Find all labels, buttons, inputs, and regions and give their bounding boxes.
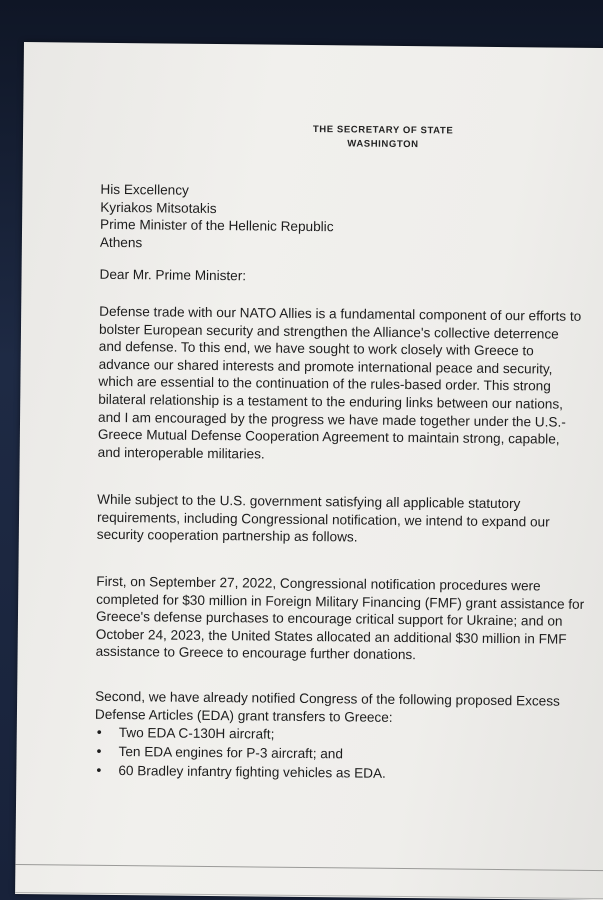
letterhead-title: THE SECRETARY OF STATE: [312, 124, 454, 137]
salutation: Dear Mr. Prime Minister:: [99, 266, 247, 284]
bullet-icon: •: [96, 742, 102, 759]
address-line: Athens: [99, 234, 143, 251]
paragraph-fmf: First, on September 27, 2022, Congressional notification procedures were completed for $30 million in Foreign Military Financing (FMF) grant assistance for Greece's defense purchases to encourage critical support for Ukraine; and on October 24, 2023, the United States allocated an additional $30 million in FMF assistance to Greece to encourage further donations.: [95, 573, 585, 663]
address-line: His Excellency: [100, 181, 189, 198]
paragraph-defense-trade: Defense trade with our NATO Allies is a fundamental component of our efforts to bolster European security and strengthen the Alliance's collective deterrence and defense. To this end, we have sought to work closely with Greece to advance our shared interests and promote international peace and security, which are essential to the continuation of the rules-based order. This strong bilateral relationship is a testament to the enduring links between our nations, and I am encouraged by the progress we have made together under the U.S.-Greece Mutual Defense Cooperation Agreement to maintain strong, capable, and interoperable militaries.: [97, 303, 582, 462]
bullet-icon: •: [96, 723, 102, 740]
paragraph-eda: Second, we have already notified Congress of the following proposed Excess Defense Articles (EDA) grant transfers to Greece:: [94, 688, 560, 725]
list-item-text: Two EDA C-130H aircraft;: [118, 725, 275, 742]
letterhead: [253, 122, 513, 153]
recipient-address: [100, 181, 601, 257]
bullet-icon: •: [96, 761, 102, 778]
eda-bullet-list: [96, 723, 386, 783]
address-line: Prime Minister of the Hellenic Republic: [100, 216, 334, 235]
list-item-text: 60 Bradley infantry fighting vehicles as EDA.: [118, 763, 386, 781]
paragraph-statutory: While subject to the U.S. government satisfying all applicable statutory requirements, including Congressional notification, we intend to expand our security cooperation partnership as follows.: [96, 491, 550, 545]
letter-page: [15, 42, 603, 900]
list-item-text: Ten EDA engines for P-3 aircraft; and: [118, 744, 344, 762]
list-item: [96, 761, 386, 783]
address-line: Kyriakos Mitsotakis: [100, 199, 217, 216]
page-divider: [15, 864, 603, 871]
letterhead-location: WASHINGTON: [347, 138, 419, 151]
